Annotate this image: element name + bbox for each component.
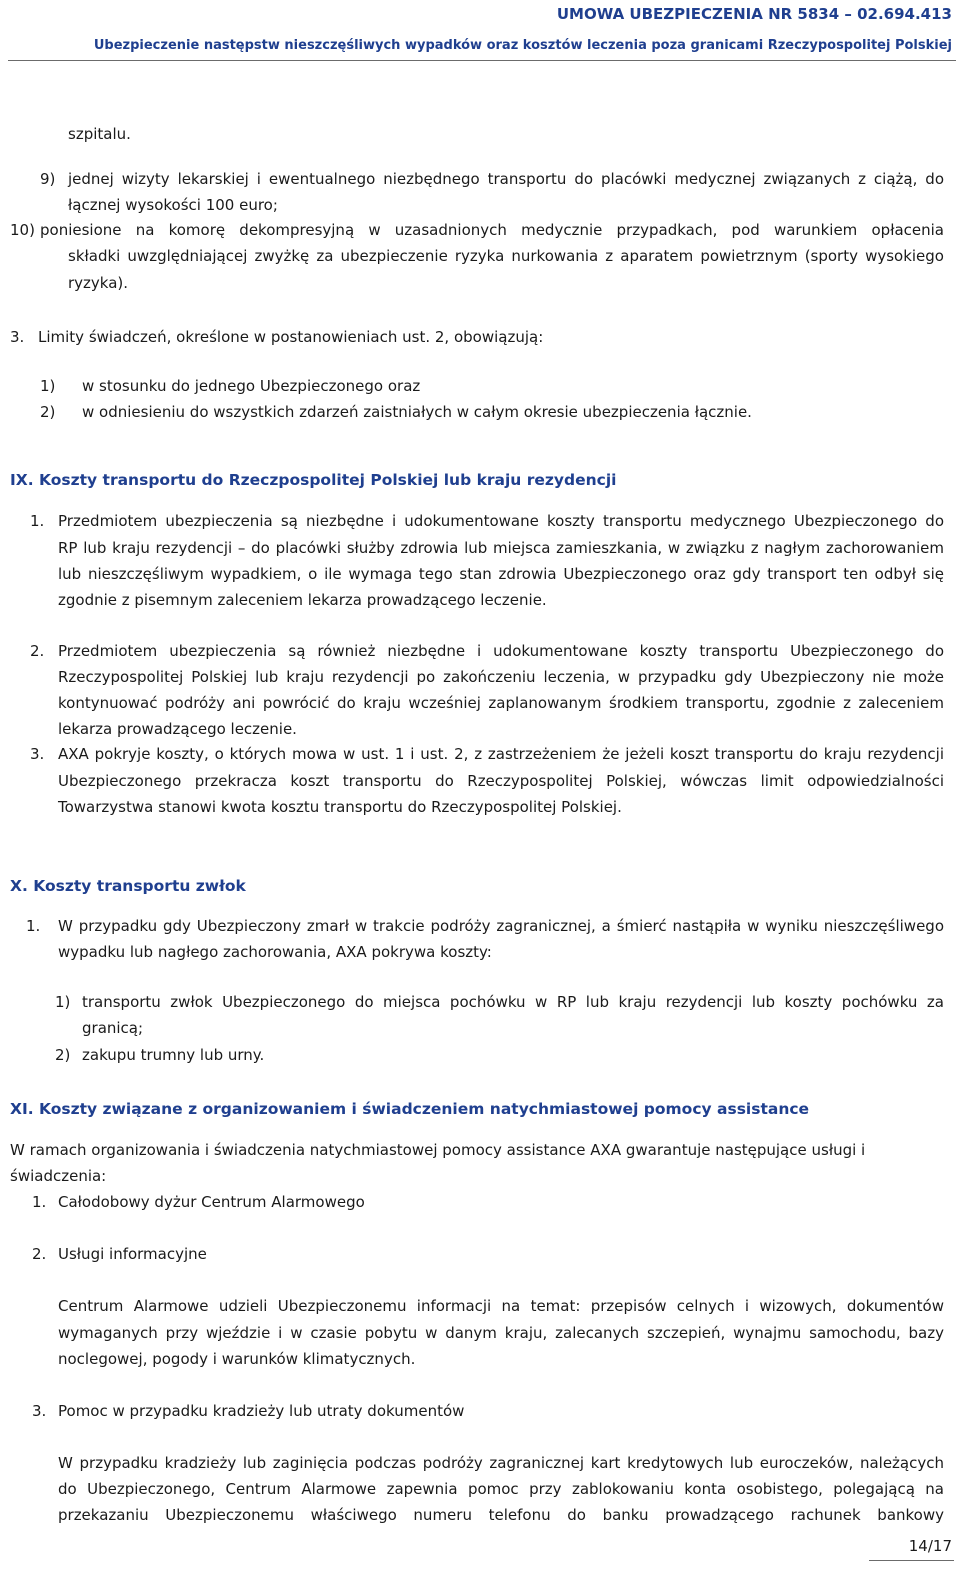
list-item-text: transportu zwłok Ubezpieczonego do miejsca pochówku w RP lub kraju rezydencji lub koszty pochówku za bbox=[82, 993, 944, 1011]
section-heading-x: X. Koszty transportu zwłok bbox=[10, 877, 246, 895]
paragraph-text: Przedmiotem ubezpieczenia są niezbędne i udokumentowane koszty transportu medycznego Ubezpieczonego do bbox=[58, 512, 944, 530]
paragraph-text: W przypadku gdy Ubezpieczony zmarł w trakcie podróży zagranicznej, a śmierć nastąpiła w wyniku nieszczęśliwego bbox=[58, 917, 944, 935]
paragraph-text: świadczenia: bbox=[10, 1167, 107, 1185]
list-item-text: granicą; bbox=[82, 1019, 144, 1037]
paragraph-text: Ubezpieczonego przekracza koszt transportu do Rzeczypospolitej Polskiej, wówczas limit odpowiedzialności bbox=[58, 772, 944, 790]
list-number: 9) bbox=[40, 170, 56, 188]
paragraph-text: Towarzystwa stanowi kwota kosztu transportu do Rzeczypospolitej Polskiej. bbox=[58, 798, 622, 816]
page-number: 14/17 bbox=[908, 1537, 952, 1555]
paragraph-text: Przedmiotem ubezpieczenia są również niezbędne i udokumentowane koszty transportu Ubezpieczonego do bbox=[58, 642, 944, 660]
footer-divider bbox=[869, 1560, 954, 1561]
paragraph-number: 2. bbox=[30, 642, 45, 660]
list-item-text: w stosunku do jednego Ubezpieczonego oraz bbox=[82, 377, 421, 395]
paragraph-text: lekarza prowadzącego leczenie. bbox=[58, 720, 297, 738]
paragraph-text: W przypadku kradzieży lub zaginięcia podczas podróży zagranicznej kart kredytowych lub euroczeków, należących bbox=[58, 1454, 944, 1472]
paragraph-text: Centrum Alarmowe udzieli Ubezpieczonemu informacji na temat: przepisów celnych i wizowych, dokumentów bbox=[58, 1297, 944, 1315]
list-item-text: Całodobowy dyżur Centrum Alarmowego bbox=[58, 1193, 365, 1211]
list-item-text: łącznej wysokości 100 euro; bbox=[68, 196, 278, 214]
list-number: 2. bbox=[32, 1245, 47, 1263]
paragraph-text: wypadku lub nagłego zachorowania, AXA pokrywa koszty: bbox=[58, 943, 492, 961]
paragraph-text: Limity świadczeń, określone w postanowieniach ust. 2, obowiązują: bbox=[38, 328, 544, 346]
header-divider bbox=[8, 60, 956, 61]
paragraph-text: noclegowej, pogody i warunków klimatycznych. bbox=[58, 1350, 416, 1368]
list-number: 1) bbox=[55, 993, 71, 1011]
list-item-text: ryzyka). bbox=[68, 274, 129, 292]
document-subtitle-header: Ubezpieczenie następstw nieszczęśliwych wypadków oraz kosztów leczenia poza granicami Rzeczypospolitej Polskiej bbox=[93, 38, 952, 53]
paragraph-text: W ramach organizowania i świadczenia natychmiastowej pomocy assistance AXA gwarantuje następujące usługi i bbox=[10, 1141, 866, 1159]
list-item-text: Pomoc w przypadku kradzieży lub utraty dokumentów bbox=[58, 1402, 465, 1420]
paragraph-text: zgodnie z pisemnym zaleceniem lekarza prowadzącego leczenie. bbox=[58, 591, 547, 609]
paragraph-number: 3. bbox=[30, 745, 45, 763]
paragraph-number: 1. bbox=[30, 512, 45, 530]
list-item-text: składki uwzględniającej zwyżkę za ubezpieczenie ryzyka nurkowania z aparatem powietrznym (sporty wysokiego bbox=[68, 247, 944, 265]
paragraph-text: kontynuować podróży ani powrócić do kraju wcześniej zaplanowanym środkiem transportu, zgodnie z zaleceniem bbox=[58, 694, 944, 712]
list-item-text: poniesione na komorę dekompresyjną w uzasadnionych medycznie przypadkach, pod warunkiem opłacenia bbox=[40, 221, 944, 239]
list-number: 3. bbox=[32, 1402, 47, 1420]
paragraph-text: do Ubezpieczonego, Centrum Alarmowe zapewnia pomoc przy zablokowaniu konta osobistego, polegającą na bbox=[58, 1480, 944, 1498]
paragraph-text: wymaganych przy wjeździe i w czasie pobytu w danym kraju, zalecanych szczepień, wynajmu samochodu, bazy bbox=[58, 1324, 944, 1342]
paragraph-text: AXA pokryje koszty, o których mowa w ust. 1 i ust. 2, z zastrzeżeniem że jeżeli koszt transportu do kraju rezydencji bbox=[58, 745, 944, 763]
list-item-text: jednej wizyty lekarskiej i ewentualnego niezbędnego transportu do placówki medycznej związanych z ciążą, do bbox=[68, 170, 944, 188]
paragraph-text: lub nieszczęśliwym wypadkiem, o ile wymaga tego stan zdrowia Ubezpieczonego oraz gdy transport ten odbył się bbox=[58, 565, 944, 583]
policy-number-header: UMOWA UBEZPIECZENIA NR 5834 – 02.694.413 bbox=[556, 5, 952, 23]
list-item-text: w odniesieniu do wszystkich zdarzeń zaistniałych w całym okresie ubezpieczenia łącznie. bbox=[82, 403, 752, 421]
paragraph-number: 1. bbox=[26, 917, 41, 935]
section-heading-ix: IX. Koszty transportu do Rzeczpospolitej Polskiej lub kraju rezydencji bbox=[10, 471, 617, 489]
paragraph-text: Rzeczypospolitej Polskiej lub kraju rezydencji po zakończeniu leczenia, w przypadku gdy Ubezpieczony nie może bbox=[58, 668, 944, 686]
section-heading-xi: XI. Koszty związane z organizowaniem i świadczeniem natychmiastowej pomocy assistance bbox=[10, 1100, 810, 1118]
paragraph-number: 3. bbox=[10, 328, 25, 346]
continuation-text: szpitalu. bbox=[68, 125, 131, 143]
list-number: 10) bbox=[10, 221, 35, 239]
list-number: 2) bbox=[40, 403, 56, 421]
paragraph-text: RP lub kraju rezydencji – do placówki służby zdrowia lub miejsca zamieszkania, w związku z nagłym zachorowaniem bbox=[58, 539, 944, 557]
paragraph-text: przekazaniu Ubezpieczonemu właściwego numeru telefonu do banku prowadzącego rachunek bankowy bbox=[58, 1506, 944, 1524]
list-item-text: Usługi informacyjne bbox=[58, 1245, 207, 1263]
list-number: 2) bbox=[55, 1046, 71, 1064]
list-number: 1) bbox=[40, 377, 56, 395]
list-number: 1. bbox=[32, 1193, 47, 1211]
list-item-text: zakupu trumny lub urny. bbox=[82, 1046, 265, 1064]
